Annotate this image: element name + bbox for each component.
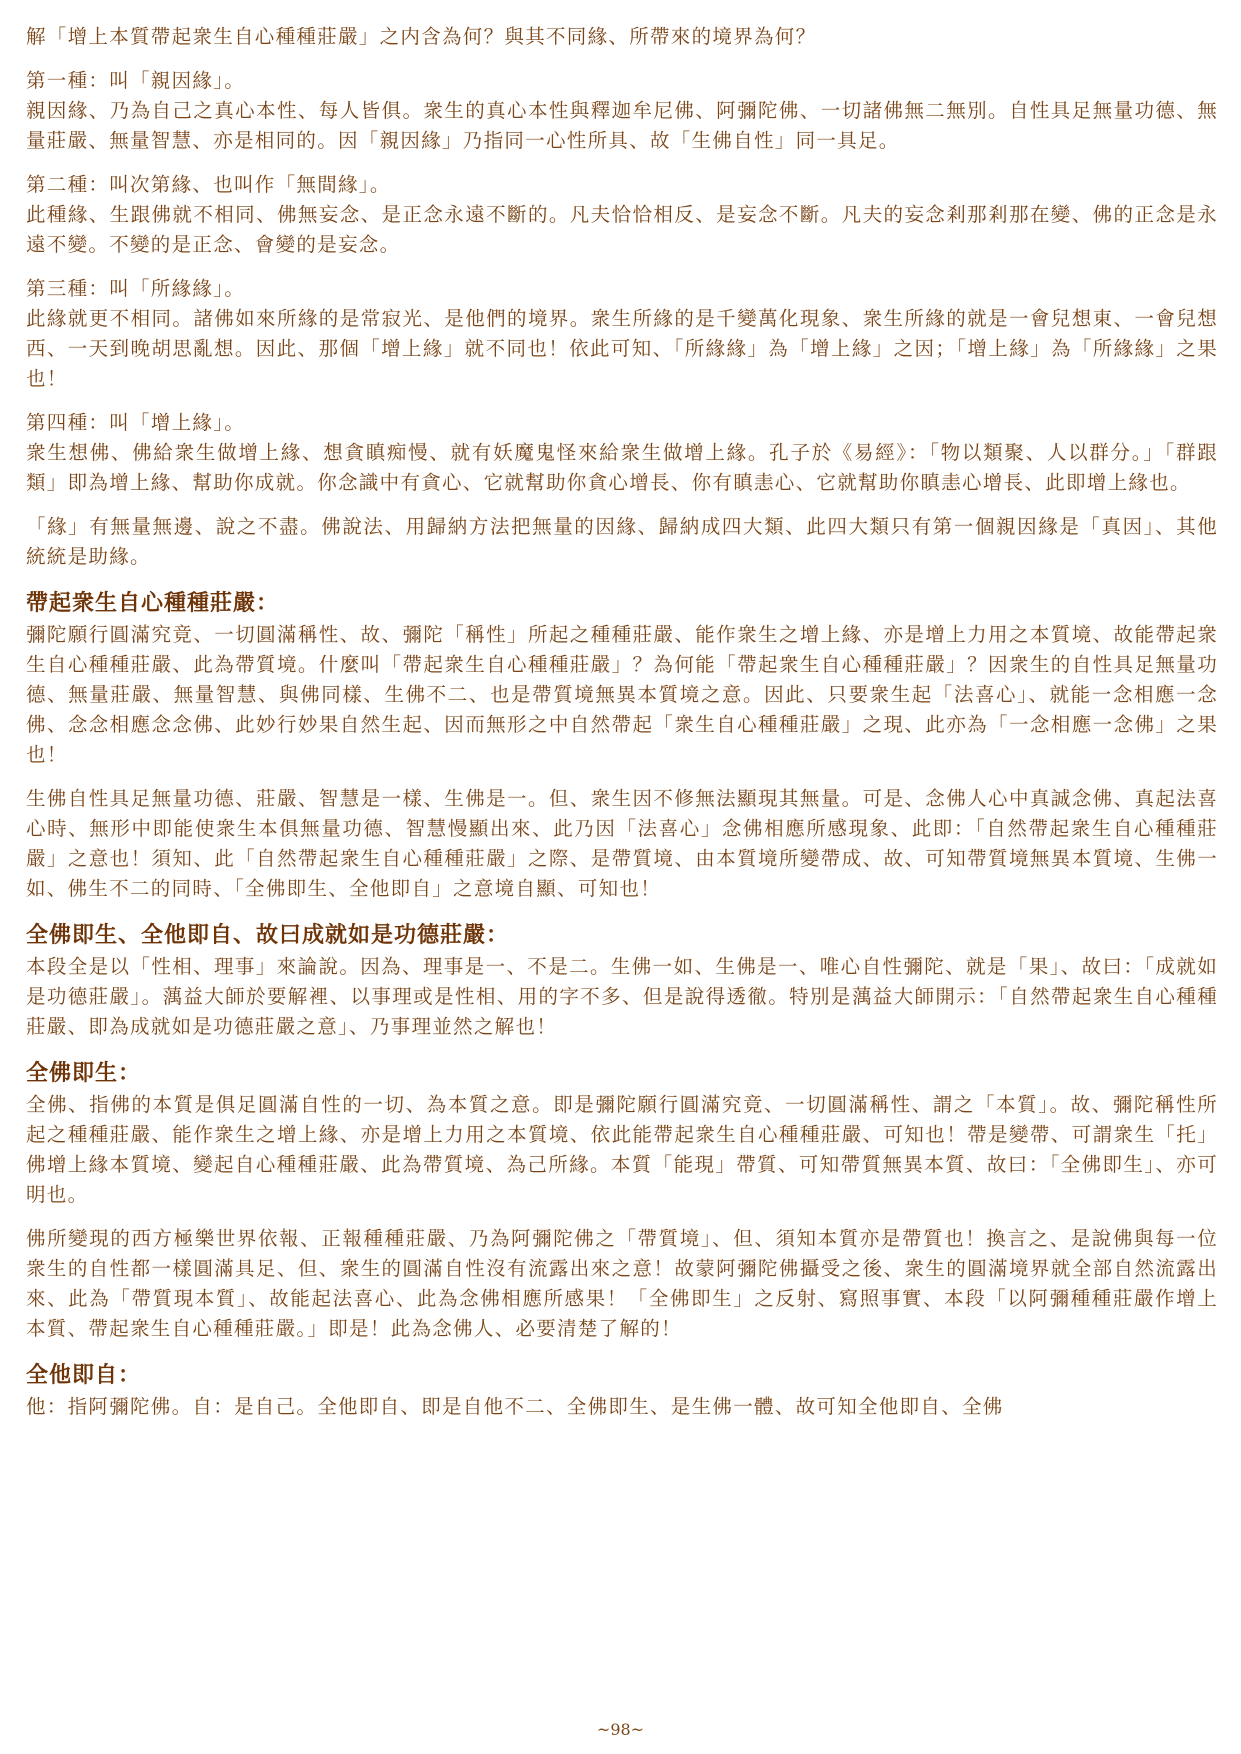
body-paragraph: 全佛、指佛的本質是俱足圓滿自性的一切、為本質之意。即是彌陀願行圓滿究竟、一切圓滿稱性、謂之「本質」。故、彌陀稱性所起之種種莊嚴、能作衆生之增上緣、亦是增上力用之本質境、依此能帶起衆生自心種種莊嚴、可知也！帶是變帶、可謂衆生「托」佛增上緣本質境、變起自心種種莊嚴、此為帶質境、為己所緣。本質「能現」帶質、可知帶質無異本質、故曰：「全佛即生」、亦可明也。 [26, 1093, 1218, 1206]
condition-third [26, 274, 1218, 394]
condition-title: 第二種：叫次第緣、也叫作「無間緣」。 [26, 173, 391, 196]
page-number: ~98~ [596, 1720, 645, 1739]
summary-paragraph: 「緣」有無量無邊、說之不盡。佛說法、用歸納方法把無量的因緣、歸納成四大類、此四大類只有第一個親因緣是「真因」、其他統統是助緣。 [26, 515, 1218, 568]
condition-body: 衆生想佛、佛給衆生做增上緣、想貪瞋痴慢、就有妖魔鬼怪來給衆生做增上緣。孔子於《易經》：「物以類聚、人以群分。」「群跟類」即為增上緣、幫助你成就。你念識中有貪心、它就幫助你貪心增長、你有瞋恚心、它就幫助你瞋恚心增長、此即增上緣也。 [26, 441, 1218, 494]
condition-body: 此種緣、生跟佛就不相同、佛無妄念、是正念永遠不斷的。凡夫恰恰相反、是妄念不斷。凡夫的妄念剎那剎那在變、佛的正念是永遠不變。不變的是正念、會變的是妄念。 [26, 203, 1218, 256]
body-paragraph: 佛所變現的西方極樂世界依報、正報種種莊嚴、乃為阿彌陀佛之「帶質境」、但、須知本質亦是帶質也！換言之、是說佛與每一位衆生的自性都一樣圓滿具足、但、衆生的圓滿自性沒有流露出來之意！故蒙阿彌陀佛攝受之後、衆生的圓滿境界就全部自然流露出來、此為「帶質現本質」、故能起法喜心、此為念佛相應所感果！「全佛即生」之反射、寫照事實、本段「以阿彌種種莊嚴作增上本質、帶起衆生自心種種莊嚴。」即是！此為念佛人、必要清楚了解的！ [26, 1227, 1218, 1340]
condition-title: 第一種：叫「親因緣」。 [26, 69, 246, 92]
condition-title: 第三種：叫「所緣緣」。 [26, 277, 246, 300]
section-heading: 帶起衆生自心種種莊嚴： [26, 590, 280, 616]
body-paragraph: 彌陀願行圓滿究竟、一切圓滿稱性、故、彌陀「稱性」所起之種種莊嚴、能作衆生之增上緣、亦是增上力用之本質境、故能帶起衆生自心種種莊嚴、此為帶質境。什麼叫「帶起衆生自心種種莊嚴」？為何能「帶起衆生自心種種莊嚴」？因衆生的自性具足無量功德、無量莊嚴、無量智慧、與佛同樣、生佛不二、也是帶質境無異本質境之意。因此、只要衆生起「法喜心」、就能一念相應一念佛、念念相應念念佛、此妙行妙果自然生起、因而無形之中自然帶起「衆生自心種種莊嚴」之現、此亦為「一念相應一念佛」之果也！ [26, 623, 1218, 766]
document-page [26, 22, 1218, 1422]
section-heading: 全他即自： [26, 1362, 142, 1388]
body-paragraph: 他：指阿彌陀佛。自：是自己。全他即自、即是自他不二、全佛即生、是生佛一體、故可知全他即自、全佛 [26, 1395, 1004, 1418]
body-paragraph: 生佛自性具足無量功德、莊嚴、智慧是一樣、生佛是一。但、衆生因不修無法顯現其無量。可是、念佛人心中真誠念佛、真起法喜心時、無形中即能使衆生本俱無量功德、智慧慢顯出來、此乃因「法喜心」念佛相應所感現象、此即：「自然帶起衆生自心種種莊嚴」之意也！須知、此「自然帶起衆生自心種種莊嚴」之際、是帶質境、由本質境所變帶成、故、可知帶質境無異本質境、生佛一如、佛生不二的同時、「全佛即生、全他即自」之意境自顯、可知也！ [26, 787, 1218, 900]
condition-first [26, 66, 1218, 156]
condition-body: 親因緣、乃為自己之真心本性、每人皆俱。衆生的真心本性與釋迦牟尼佛、阿彌陀佛、一切諸佛無二無別。自性具足無量功德、無量莊嚴、無量智慧、亦是相同的。因「親因緣」乃指同一心性所具、故「生佛自性」同一具足。 [26, 99, 1218, 152]
condition-body: 此緣就更不相同。諸佛如來所緣的是常寂光、是他們的境界。衆生所緣的是千變萬化現象、衆生所緣的就是一會兒想東、一會兒想西、一天到晚胡思亂想。因此、那個「增上緣」就不同也！依此可知、「所緣緣」為「增上緣」之因；「增上緣」為「所緣緣」之果也！ [26, 307, 1218, 390]
question-line: 解「增上本質帶起衆生自心種種莊嚴」之内含為何？與其不同緣、所帶來的境界為何？ [26, 25, 817, 48]
condition-second [26, 170, 1218, 260]
section-heading: 全佛即生： [26, 1060, 142, 1086]
section-heading: 全佛即生、全他即自、故曰成就如是功德莊嚴： [26, 922, 510, 948]
body-paragraph: 本段全是以「性相、理事」來論說。因為、理事是一、不是二。生佛一如、生佛是一、唯心自性彌陀、就是「果」、故曰：「成就如是功德莊嚴」。蕅益大師於要解裡、以事理或是性相、用的字不多、但是說得透徹。特別是蕅益大師開示：「自然帶起衆生自心種種莊嚴、即為成就如是功德莊嚴之意」、乃事理並然之解也！ [26, 955, 1218, 1038]
condition-title: 第四種：叫「增上緣」。 [26, 411, 246, 434]
condition-fourth [26, 408, 1218, 498]
